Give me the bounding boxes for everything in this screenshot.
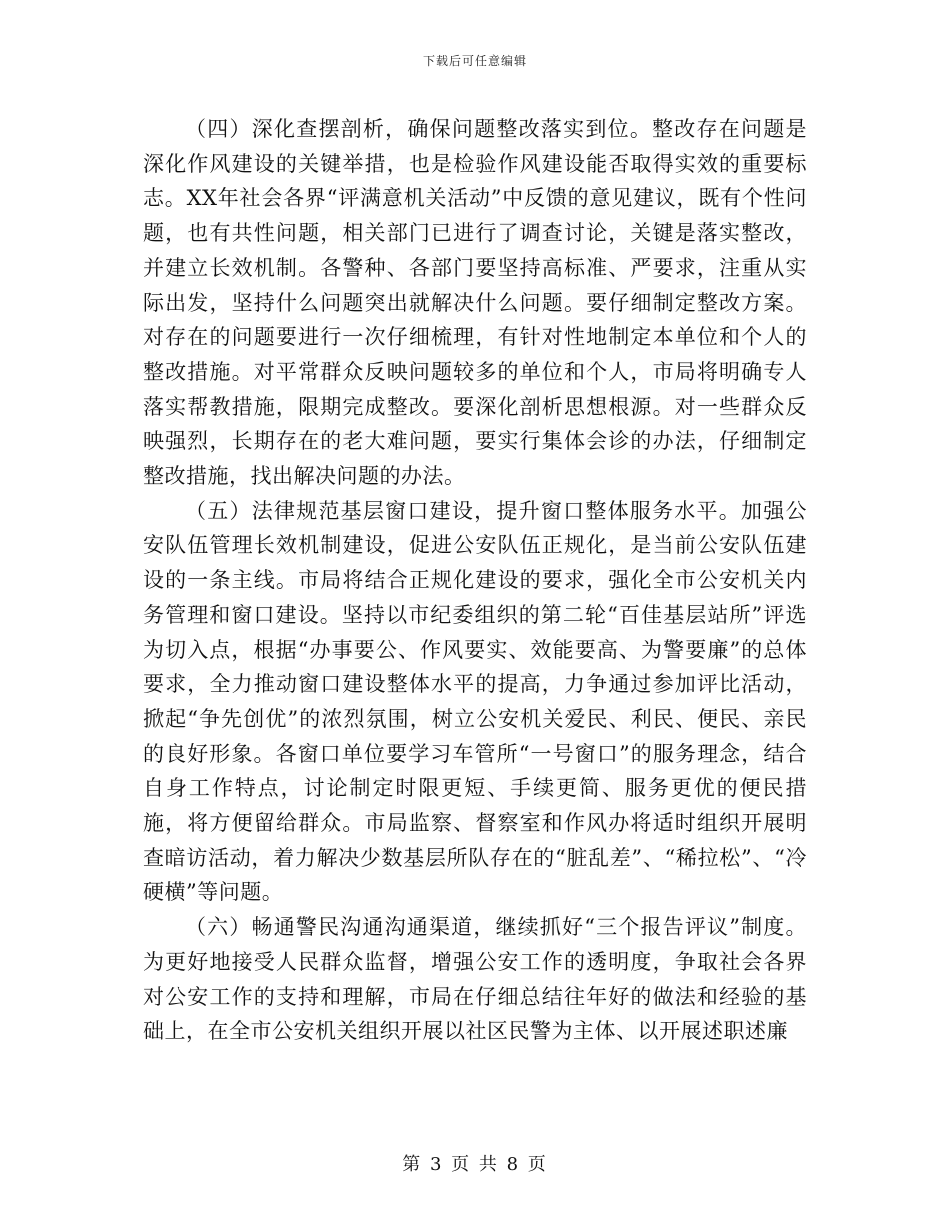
page-number-footer: 第 3 页 共 8 页 bbox=[402, 1154, 548, 1175]
paragraph-section-4: （四）深化查摆剖析，确保问题整改落实到位。整改存在问题是深化作风建设的关键举措，也是检验作风建设能否取得实效的重要标志。XX年社会各界“评满意机关活动”中反馈的意见建议，既有个性问题，也有共性问题，相关部门已进行了调查讨论，关键是落实整改，并建立长效机制。各警种、各部门要坚持高标准、严要求，注重从实际出发，坚持什么问题突出就解决什么问题。要仔细制定整改方案。对存在的问题要进行一次仔细梳理，有针对性地制定本单位和个人的整改措施。对平常群众反映问题较多的单位和个人，市局将明确专人落实帮教措施，限期完成整改。要深化剖析思想根源。对一些群众反映强烈，长期存在的老大难问题，要实行集体会诊的办法，仔细制定整改措施，找出解决问题的办法。 bbox=[143, 117, 807, 489]
document-body bbox=[143, 112, 807, 1049]
paragraph-section-6: （六）畅通警民沟通沟通渠道，继续抓好“三个报告评议”制度。为更好地接受人民群众监督，增强公安工作的透明度，争取社会各界对公安工作的支持和理解，市局在仔细总结往年好的做法和经验的基础上，在全市公安机关组织开展以社区民警为主体、以开展述职述廉 bbox=[143, 915, 807, 1044]
paragraph-section-5: （五）法律规范基层窗口建设，提升窗口整体服务水平。加强公安队伍管理长效机制建设，促进公安队伍正规化，是当前公安队伍建设的一条主线。市局将结合正规化建设的要求，强化全市公安机关内务管理和窗口建设。坚持以市纪委组织的第二轮“百佳基层站所”评选为切入点，根据“办事要公、作风要实、效能要高、为警要廉”的总体要求，全力推动窗口建设整体水平的提高，力争通过参加评比活动，掀起“争先创优”的浓烈氛围，树立公安机关爱民、利民、便民、亲民的良好形象。各窗口单位要学习车管所“一号窗口”的服务理念，结合自身工作特点，讨论制定时限更短、手续更简、服务更优的便民措施，将方便留给群众。市局监察、督察室和作风办将适时组织开展明查暗访活动，着力解决少数基层所队存在的“脏乱差”、“稀拉松”、“冷硬横”等问题。 bbox=[143, 498, 807, 905]
page-header: 下载后可任意编辑 bbox=[422, 54, 527, 68]
